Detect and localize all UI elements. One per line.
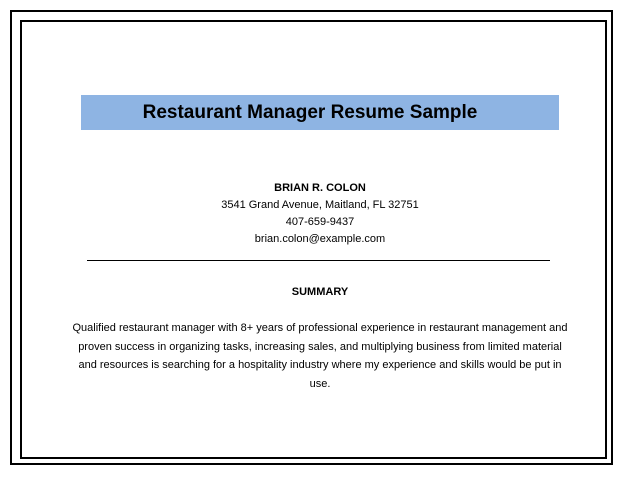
summary-text: Qualified restaurant manager with 8+ years of professional experience in restaurant management and proven success in organizing tasks, increasing sales, and multiplying business from limited material and resources is searching for a hospitality industry where my experience and skills would be put in use. xyxy=(72,322,568,390)
applicant-name: BRIAN R. COLON xyxy=(274,182,366,194)
applicant-address: 3541 Grand Avenue, Maitland, FL 32751 xyxy=(221,199,419,211)
applicant-phone: 407-659-9437 xyxy=(285,216,355,228)
summary-heading: SUMMARY xyxy=(291,286,349,298)
document-title: Restaurant Manager Resume Sample xyxy=(142,101,478,123)
title-banner xyxy=(81,95,559,130)
applicant-email: brian.colon@example.com xyxy=(254,233,386,245)
section-divider xyxy=(87,260,550,261)
contact-block xyxy=(80,180,560,248)
